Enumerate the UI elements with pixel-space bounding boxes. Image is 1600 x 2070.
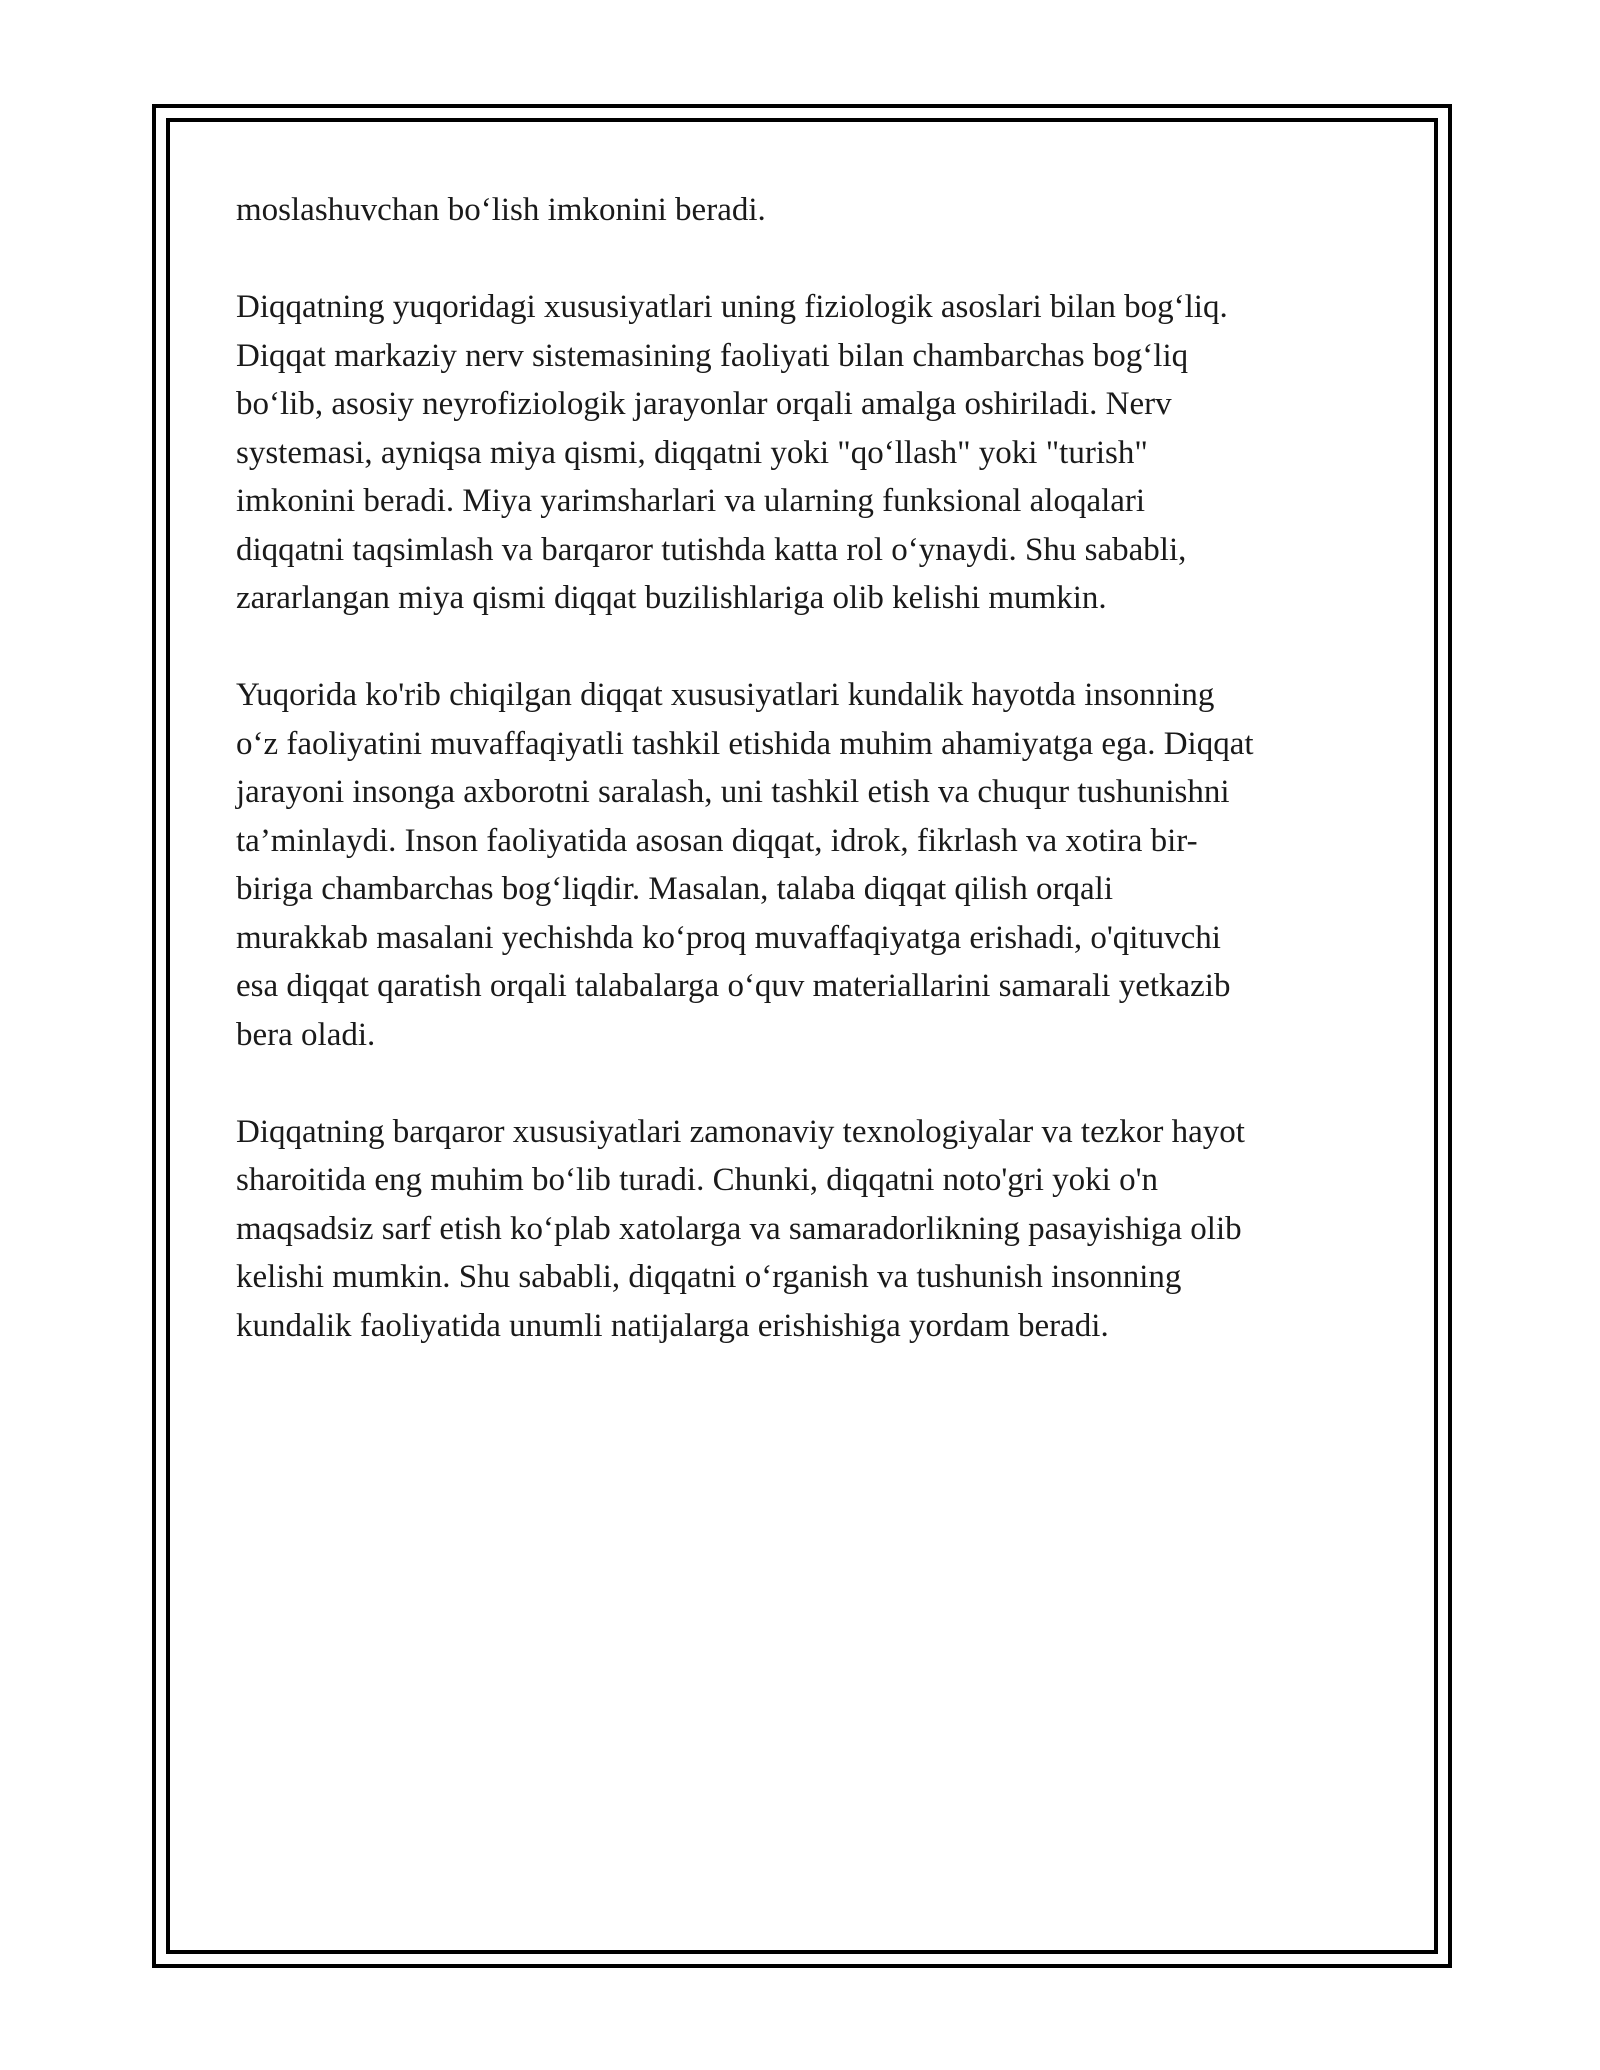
document-body xyxy=(236,186,1386,1399)
paragraph-3: Yuqorida ko'rib chiqilgan diqqat xususiyatlari kundalik hayotda insonning o‘z faoliyatini muvaffaqiyatli tashkil etishida muhim ahamiyatga ega. Diqqat jarayoni insonga axborotni saralash, uni tashkil etish va chuqur tushunishni ta’minlaydi. Inson faoliyatida asosan diqqat, idrok, fikrlash va xotira bir- biriga chambarchas bog‘liqdir. Masalan, talaba diqqat qilish orqali murakkab masalani yechishda ko‘proq muvaffaqiyatga erishadi, o'qituvchi esa diqqat qaratish orqali talabalarga o‘quv materiallarini samarali yetkazib bera oladi. xyxy=(236,677,1254,1053)
paragraph-2: Diqqatning yuqoridagi xususiyatlari uning fiziologik asoslari bilan bog‘liq. Diqqat markaziy nerv sistemasining faoliyati bilan chambarchas bog‘liq bo‘lib, asosiy neyrofiziologik jarayonlar orqali amalga oshiriladi. Nerv systemasi, ayniqsa miya qismi, diqqatni yoki "qo‘llash" yoki "turish" imkonini beradi. Miya yarimsharlari va ularning funksional aloqalari diqqatni taqsimlash va barqaror tutishda katta rol o‘ynaydi. Shu sababli, zararlangan miya qismi diqqat buzilishlariga olib kelishi mumkin. xyxy=(236,289,1228,616)
paragraph-1: moslashuvchan bo‘lish imkonini beradi. xyxy=(236,192,766,228)
paragraph-4: Diqqatning barqaror xususiyatlari zamonaviy texnologiyalar va tezkor hayot sharoitida eng muhim bo‘lib turadi. Chunki, diqqatni noto'gri yoki o'n maqsadsiz sarf etish ko‘plab xatolarga va samaradorlikning pasayishiga olib kelishi mumkin. Shu sababli, diqqatni o‘rganish va tushunish insonning kundalik faoliyatida unumli natijalarga erishishiga yordam beradi. xyxy=(236,1113,1245,1344)
